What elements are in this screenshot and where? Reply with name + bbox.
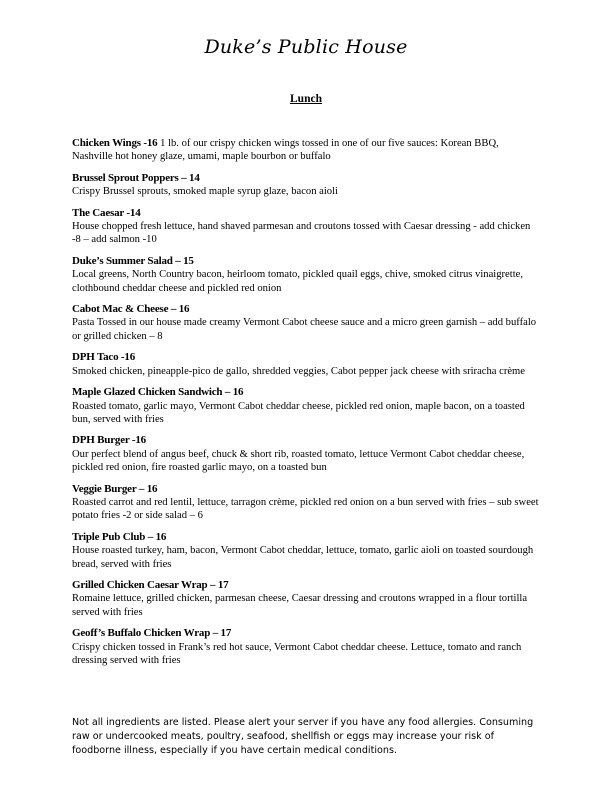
menu-item-buffalo-chicken-wrap xyxy=(72,627,540,667)
menu-item-dph-burger xyxy=(72,434,540,474)
menu-item-triple-pub-club xyxy=(72,531,540,571)
menu-item-description: Our perfect blend of angus beef, chuck & short rib, roasted tomato, lettuce Vermont Cabot cheddar cheese, pickled red onion, fire roasted garlic mayo, on a toasted bun xyxy=(72,448,525,474)
menu-item-description: Local greens, North Country bacon, heirloom tomato, pickled quail eggs, chive, smoked citrus vinaigrette, clothbound cheddar cheese and pickled red onion xyxy=(72,269,523,294)
menu-item-name: Chicken Wings -16 xyxy=(72,137,158,149)
menu-item-description: Smoked chicken, pineapple-pico de gallo, shredded veggies, Cabot pepper jack cheese with sriracha crème xyxy=(72,365,526,377)
menu-item-summer-salad xyxy=(72,255,540,295)
menu-item-name: Duke’s Summer Salad – 15 xyxy=(72,254,194,267)
menu-item-description: House roasted turkey, ham, bacon, Vermont Cabot cheddar, lettuce, tomato, garlic aioli on toasted sourdough bread, served with fries xyxy=(72,545,534,570)
menu-item-description: House chopped fresh lettuce, hand shaved parmesan and croutons tossed with Caesar dressing - add chicken -8 – add salmon -10 xyxy=(72,221,531,246)
menu-item-veggie-burger xyxy=(72,483,540,523)
menu-item-name: Grilled Chicken Caesar Wrap – 17 xyxy=(72,578,229,591)
menu-item-cabot-mac-cheese xyxy=(72,303,540,343)
menu-item-name: Veggie Burger – 16 xyxy=(72,482,158,495)
menu-item-description: Roasted carrot and red lentil, lettuce, tarragon crème, pickled red onion on a bun served with fries – sub sweet potato fries -2 or side salad – 6 xyxy=(72,496,539,522)
menu-item-the-caesar xyxy=(72,207,540,247)
menu-item-description: 1 lb. of our crispy chicken wings tossed in one of our five sauces: Korean BBQ, Nashville hot honey glaze, umami, maple bourbon or buffalo xyxy=(72,138,499,163)
menu-item-name: DPH Taco -16 xyxy=(72,351,135,364)
menu-item-name: Geoff’s Buffalo Chicken Wrap – 17 xyxy=(72,627,232,640)
menu-item-name: Maple Glazed Chicken Sandwich – 16 xyxy=(72,386,244,399)
menu-item-list xyxy=(72,137,540,675)
menu-item-grilled-chicken-caesar-wrap xyxy=(72,579,540,619)
menu-item-name: Brussel Sprout Poppers – 14 xyxy=(72,171,200,184)
menu-item-name: Triple Pub Club – 16 xyxy=(72,530,167,543)
menu-item-name: DPH Burger -16 xyxy=(72,434,146,447)
menu-item-dph-taco xyxy=(72,351,540,378)
menu-item-name: The Caesar -14 xyxy=(72,206,141,219)
menu-item-description: Roasted tomato, garlic mayo, Vermont Cabot cheddar cheese, pickled red onion, maple bacon, on a toasted bun, served with fries xyxy=(72,400,525,425)
menu-item-maple-glazed-chicken-sandwich xyxy=(72,386,540,426)
menu-title: Lunch xyxy=(290,93,322,105)
menu-item-brussel-sprout-poppers xyxy=(72,172,540,199)
menu-item-description: Crispy chicken tossed in Frank’s red hot sauce, Vermont Cabot cheddar cheese. Lettuce, tomato and ranch dressing served with fries xyxy=(72,641,522,666)
menu-item-description: Crispy Brussel sprouts, smoked maple syrup glaze, bacon aioli xyxy=(72,186,338,198)
menu-item-description: Pasta Tossed in our house made creamy Vermont Cabot cheese sauce and a micro green garnish – add buffalo or grilled chicken – 8 xyxy=(72,317,537,342)
menu-item-description: Romaine lettuce, grilled chicken, parmesan cheese, Caesar dressing and croutons wrapped in a flour tortilla served with fries xyxy=(72,593,528,618)
restaurant-name: Duke’s Public House xyxy=(204,36,408,58)
menu-item-chicken-wings xyxy=(72,137,540,164)
allergy-disclaimer: Not all ingredients are listed. Please alert your server if you have any food allergies. Consuming raw or undercooked meats, poultry, seafood, shellfish or eggs may increase your risk of foodborne illness, especially if you have certain medical conditions. xyxy=(72,717,534,756)
menu-item-name: Cabot Mac & Cheese – 16 xyxy=(72,303,190,316)
